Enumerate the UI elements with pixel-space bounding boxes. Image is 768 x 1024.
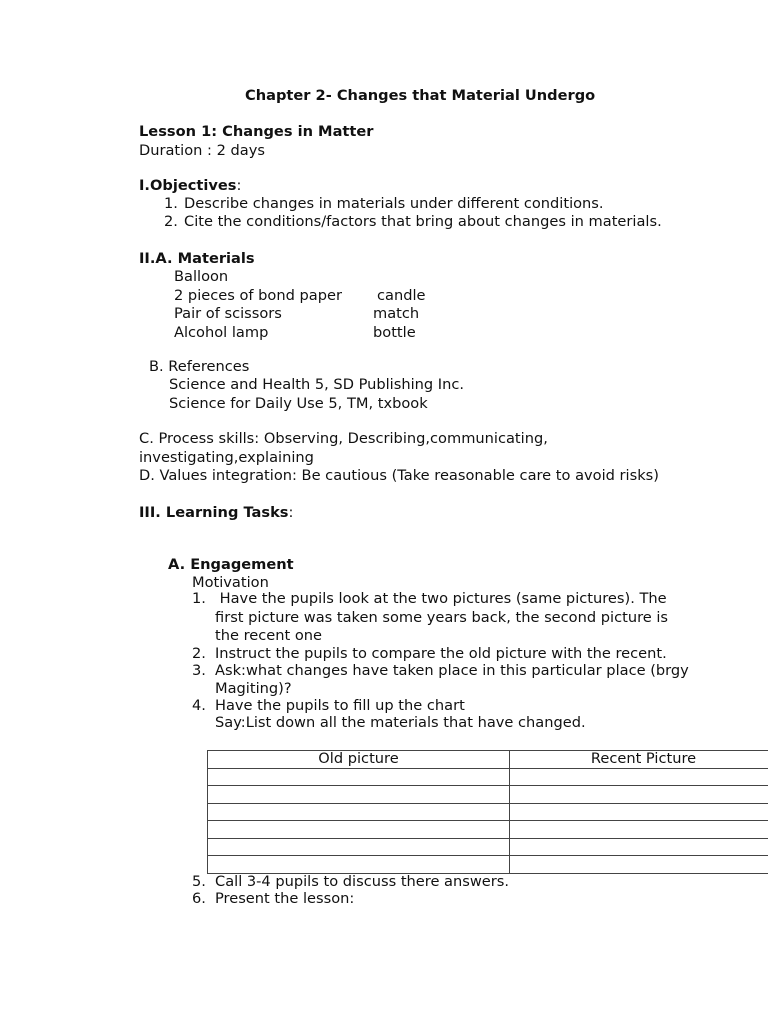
chart-cell[interactable] [510, 803, 768, 821]
step-number: 5. [192, 873, 206, 890]
chart-row [208, 803, 768, 821]
chart-cell[interactable] [510, 786, 768, 804]
old-picture-header: Old picture [208, 751, 510, 769]
chart-cell[interactable] [208, 821, 510, 839]
motivation-label: Motivation [192, 574, 269, 591]
chart-row [208, 821, 768, 839]
step-number: 4. [192, 697, 206, 714]
objective-text: Cite the conditions/factors that bring about changes in materials. [184, 213, 662, 230]
step-line: Call 3-4 pupils to discuss there answers. [215, 873, 510, 890]
references-heading: B. References [149, 358, 250, 375]
chart-cell[interactable] [208, 768, 510, 786]
chart-row [208, 838, 768, 856]
chart-cell[interactable] [510, 856, 768, 874]
values-integration: D. Values integration: Be cautious (Take reasonable care to avoid risks) [139, 467, 659, 484]
step-line: Present the lesson: [215, 890, 355, 907]
step-number: 6. [192, 890, 206, 907]
objective-number: 1. [164, 195, 178, 212]
material-item: Alcohol lamp [174, 324, 269, 341]
engagement-heading: A. Engagement [168, 556, 294, 573]
lesson-title: Lesson 1: Changes in Matter [139, 123, 374, 140]
reference-item: Science for Daily Use 5, TM, txbook [169, 395, 428, 412]
chart-row [208, 768, 768, 786]
learning-tasks-heading [139, 504, 293, 522]
material-item: bottle [373, 324, 416, 341]
chapter-title: Chapter 2- Changes that Material Undergo [245, 87, 596, 104]
step-line: Have the pupils look at the two pictures (same pictures). The [215, 590, 667, 607]
material-item: Balloon [174, 268, 229, 285]
process-skills-line: C. Process skills: Observing, Describing,communicating, [139, 430, 548, 447]
objectives-heading-label: I.Objectives [139, 177, 237, 194]
learning-tasks-heading-colon: : [288, 504, 294, 521]
chart-row [208, 856, 768, 874]
objective-text: Describe changes in materials under different conditions. [184, 195, 604, 212]
chart-cell[interactable] [510, 768, 768, 786]
chart-cell[interactable] [208, 856, 510, 874]
materials-heading: II.A. Materials [139, 250, 255, 267]
chart-cell[interactable] [510, 821, 768, 839]
step-line: Magiting)? [215, 680, 292, 697]
reference-item: Science and Health 5, SD Publishing Inc. [169, 376, 465, 393]
step-number: 1. [192, 590, 206, 607]
recent-picture-header: Recent Picture [510, 751, 768, 769]
material-item: 2 pieces of bond paper [174, 287, 342, 304]
chart-cell[interactable] [208, 838, 510, 856]
chart-cell[interactable] [208, 786, 510, 804]
step-number: 2. [192, 645, 206, 662]
lesson-duration: Duration : 2 days [139, 142, 265, 159]
process-skills-line: investigating,explaining [139, 449, 314, 466]
objective-number: 2. [164, 213, 178, 230]
material-item: match [373, 305, 420, 322]
material-item: Pair of scissors [174, 305, 282, 322]
step-line: first picture was taken some years back, the second picture is [215, 609, 669, 626]
objectives-heading [139, 177, 241, 195]
learning-tasks-heading-label: III. Learning Tasks [139, 504, 289, 521]
step-line: Ask:what changes have taken place in this particular place (brgy [215, 662, 689, 679]
chart-cell[interactable] [208, 803, 510, 821]
step-line: Instruct the pupils to compare the old picture with the recent. [215, 645, 667, 662]
comparison-chart [207, 750, 768, 874]
step-line: the recent one [215, 627, 323, 644]
chart-header-row [208, 751, 768, 769]
step-number: 3. [192, 662, 206, 679]
material-item: candle [377, 287, 426, 304]
step-line: Have the pupils to fill up the chart [215, 697, 465, 714]
step-line: Say:List down all the materials that have changed. [215, 714, 586, 731]
chart-cell[interactable] [510, 838, 768, 856]
objectives-heading-colon: : [236, 177, 242, 194]
chart-row [208, 786, 768, 804]
